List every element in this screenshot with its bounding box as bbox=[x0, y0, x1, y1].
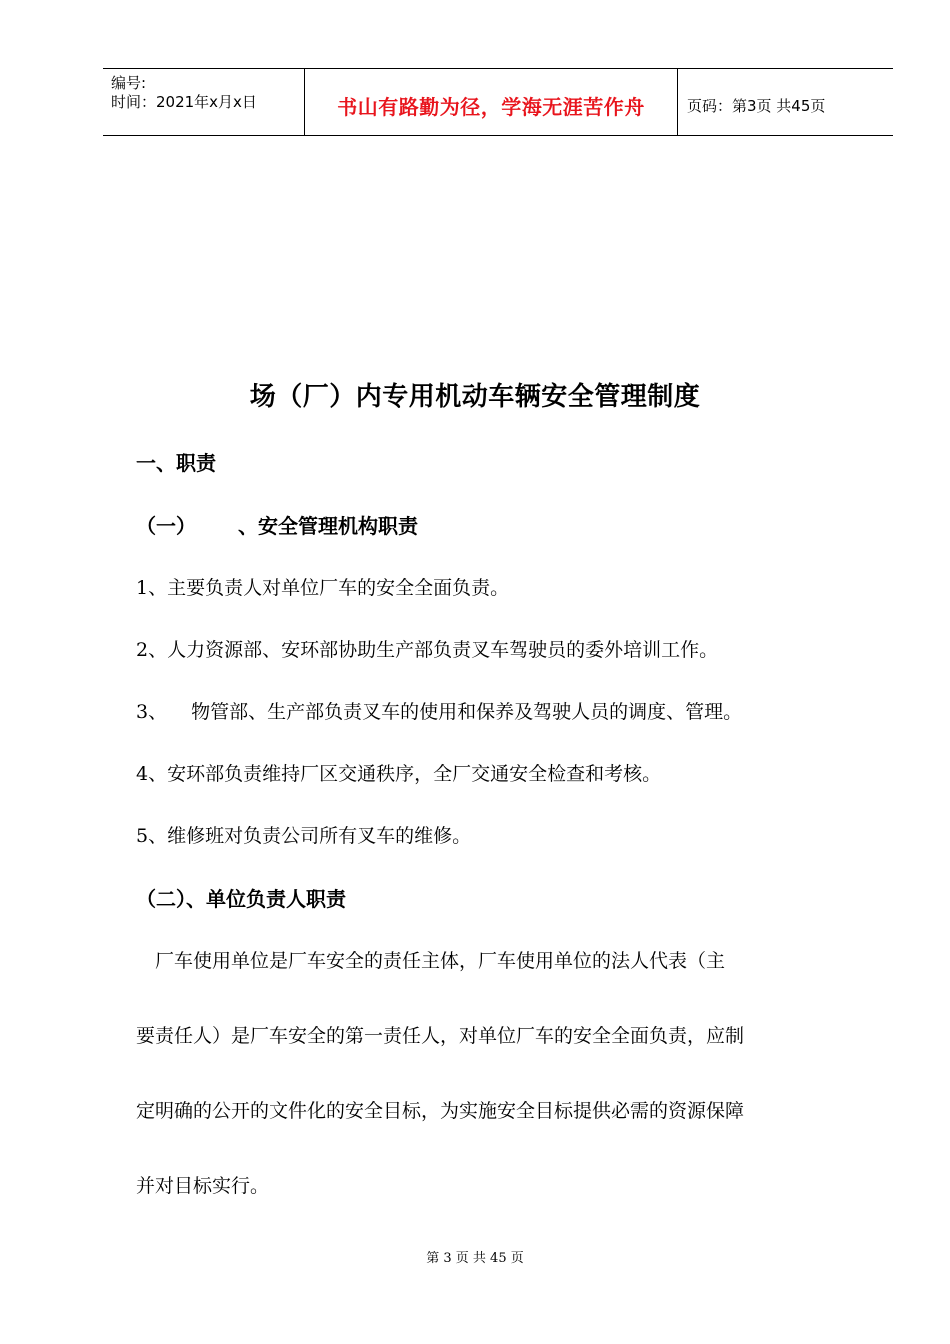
time-label: 时间：2021年x月x日 bbox=[111, 93, 257, 111]
list-item bbox=[136, 697, 742, 724]
document-title: 场（厂）内专用机动车辆安全管理制度 bbox=[249, 382, 701, 412]
subsection-title-2: （二）、单位负责人职责 bbox=[136, 887, 346, 911]
paragraph-line: 并对目标实行。 bbox=[136, 1175, 270, 1197]
header-page-info: 页码：第3页 共45页 bbox=[687, 97, 826, 115]
header-motto-cell bbox=[304, 69, 678, 135]
header-page-cell bbox=[678, 69, 893, 135]
list-item-number: 3、 bbox=[136, 701, 168, 723]
paragraph-line: 厂车使用单位是厂车安全的责任主体，厂车使用单位的法人代表（主 bbox=[136, 950, 726, 972]
page-footer: 第 3 页 共 45 页 bbox=[426, 1251, 524, 1266]
list-item: 2、人力资源部、安环部协助生产部负责叉车驾驶员的委外培训工作。 bbox=[136, 639, 719, 661]
paragraph-line: 定明确的公开的文件化的安全目标，为实施安全目标提供必需的资源保障 bbox=[136, 1100, 745, 1122]
header-table bbox=[103, 68, 893, 136]
header-motto: 书山有路勤为径，学海无涯苦作舟 bbox=[337, 95, 645, 119]
header-left-cell bbox=[103, 69, 304, 135]
serial-label: 编号: bbox=[111, 74, 147, 92]
list-item-text: 物管部、生产部负责叉车的使用和保养及驾驶人员的调度、管理。 bbox=[191, 701, 743, 723]
paragraph-line: 要责任人）是厂车安全的第一责任人，对单位厂车的安全全面负责，应制 bbox=[136, 1025, 745, 1047]
subsection-title-1: 、安全管理机构职责 bbox=[238, 514, 418, 538]
list-item: 4、安环部负责维持厂区交通秩序，全厂交通安全检查和考核。 bbox=[136, 763, 662, 785]
section-heading-duties: 一、职责 bbox=[136, 451, 216, 475]
list-item: 5、维修班对负责公司所有叉车的维修。 bbox=[136, 825, 472, 847]
list-item: 1、主要负责人对单位厂车的安全全面负责。 bbox=[136, 577, 510, 599]
subsection-number-1: （一） bbox=[136, 514, 196, 538]
